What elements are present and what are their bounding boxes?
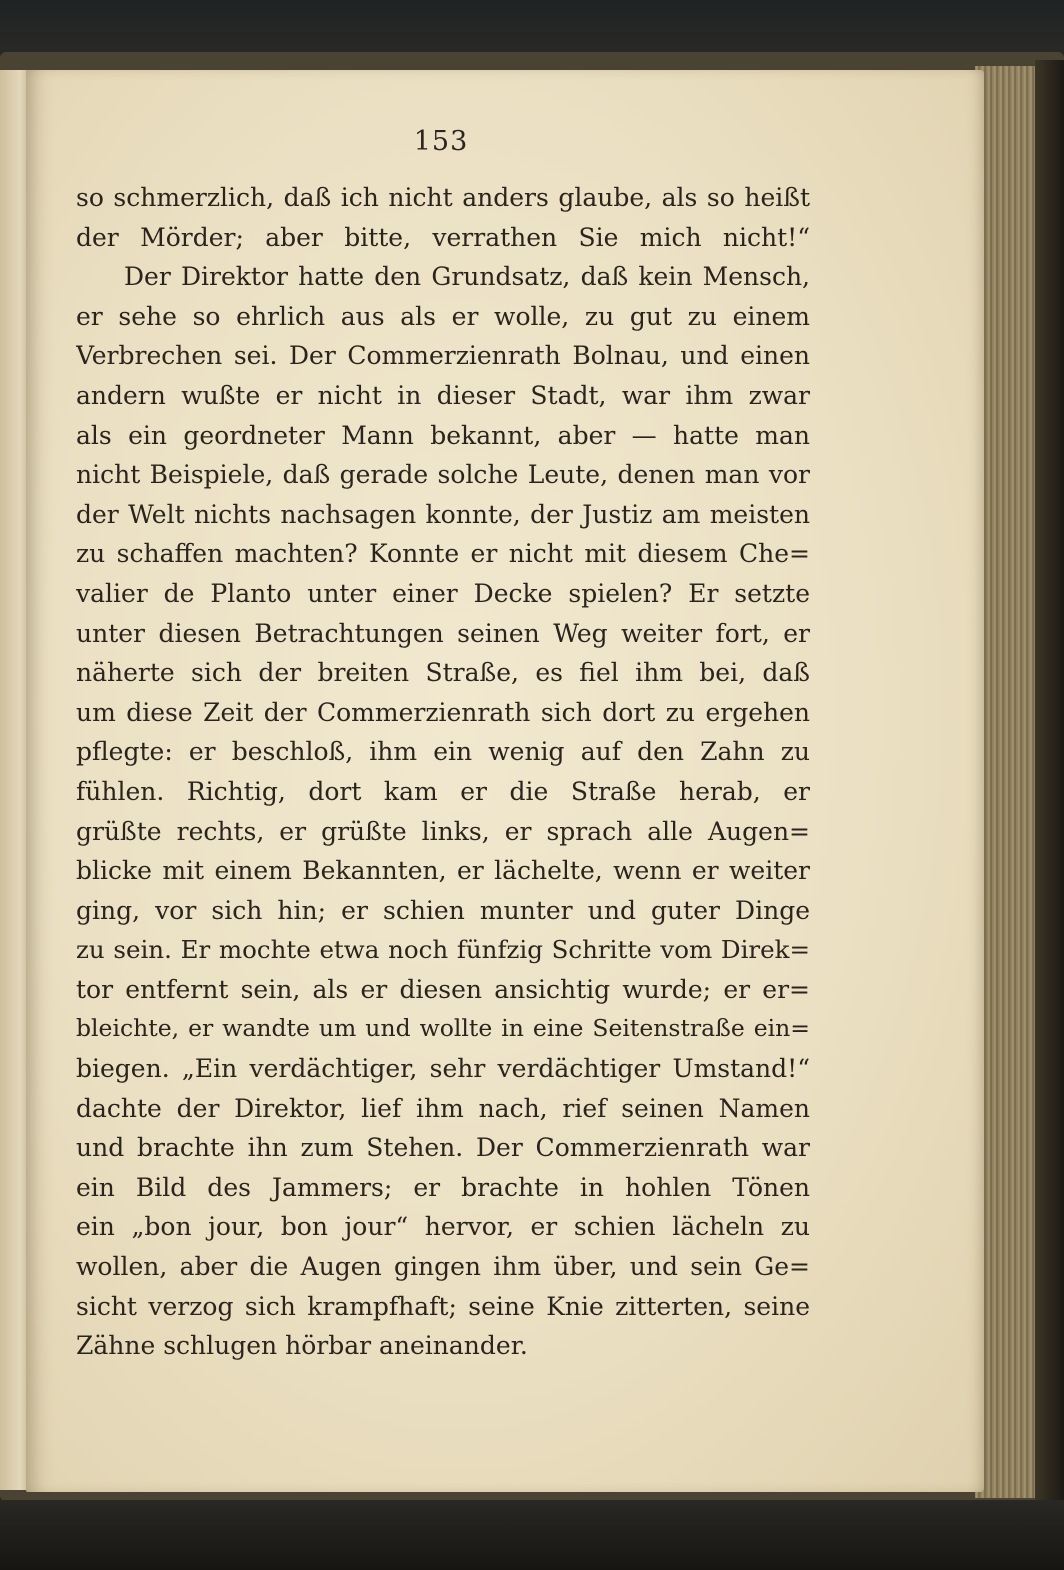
text-line: biegen. „Ein verdächtiger, sehr verdächtiger Umstand!“ [76, 1054, 810, 1084]
text-line: der Mörder; aber bitte, verrathen Sie mich nicht!“ [76, 222, 810, 252]
text-line: grüßte rechts, er grüßte links, er sprach alle Augen= [76, 816, 810, 846]
text-line: Der Direktor hatte den Grundsatz, daß kein Mensch, [124, 262, 810, 292]
text-line: sicht verzog sich krampfhaft; seine Knie zitterten, seine [76, 1291, 810, 1321]
text-line: ein „bon jour, bon jour“ hervor, er schien lächeln zu [76, 1212, 810, 1242]
text-line: pflegte: er beschloß, ihm ein wenig auf den Zahn zu [76, 737, 810, 767]
text-line: andern wußte er nicht in dieser Stadt, war ihm zwar [76, 380, 810, 410]
text-line: ging, vor sich hin; er schien munter und guter Dinge [76, 895, 810, 925]
text-line: unter diesen Betrachtungen seinen Weg weiter fort, er [76, 618, 810, 648]
text-line: um diese Zeit der Commerzienrath sich dort zu ergehen [76, 697, 810, 727]
text-line: Verbrechen sei. Der Commerzienrath Bolnau, und einen [76, 341, 810, 371]
text-line: Zähne schlugen hörbar aneinander. [76, 1331, 528, 1361]
text-line: bleichte, er wandte um und wollte in eine Seitenstraße ein= [76, 1014, 810, 1043]
book-page [26, 70, 984, 1492]
text-line: und brachte ihn zum Stehen. Der Commerzienrath war [76, 1133, 810, 1163]
text-line: valier de Planto unter einer Decke spielen? Er setzte [76, 578, 810, 608]
body-text [76, 178, 810, 1366]
text-line: als ein geordneter Mann bekannt, aber — hatte man [76, 420, 810, 450]
text-line: tor entfernt sein, als er diesen ansichtig wurde; er er= [76, 974, 810, 1004]
text-line: der Welt nichts nachsagen konnte, der Justiz am meisten [76, 499, 810, 529]
text-line: er sehe so ehrlich aus als er wolle, zu gut zu einem [76, 301, 810, 331]
text-line: blicke mit einem Bekannten, er lächelte, wenn er weiter [76, 856, 810, 886]
text-line: wollen, aber die Augen gingen ihm über, und sein Ge= [76, 1252, 810, 1282]
text-line: näherte sich der breiten Straße, es fiel ihm bei, daß [76, 658, 810, 688]
text-line: so schmerzlich, daß ich nicht anders glaube, als so heißt [76, 183, 810, 212]
page-number: 153 [413, 126, 469, 157]
text-line: nicht Beispiele, daß gerade solche Leute, denen man vor [76, 460, 810, 490]
text-line: fühlen. Richtig, dort kam er die Straße herab, er [76, 776, 810, 806]
text-line: dachte der Direktor, lief ihm nach, rief seinen Namen [76, 1093, 810, 1123]
text-line: zu sein. Er mochte etwa noch fünfzig Schritte vom Direk= [76, 935, 810, 965]
book-spine-shadow [1035, 60, 1064, 1504]
text-line: ein Bild des Jammers; er brachte in hohlen Tönen [76, 1172, 810, 1202]
text-line: zu schaffen machten? Konnte er nicht mit diesem Che= [76, 539, 810, 569]
scan-background-bottom [0, 1500, 1064, 1570]
